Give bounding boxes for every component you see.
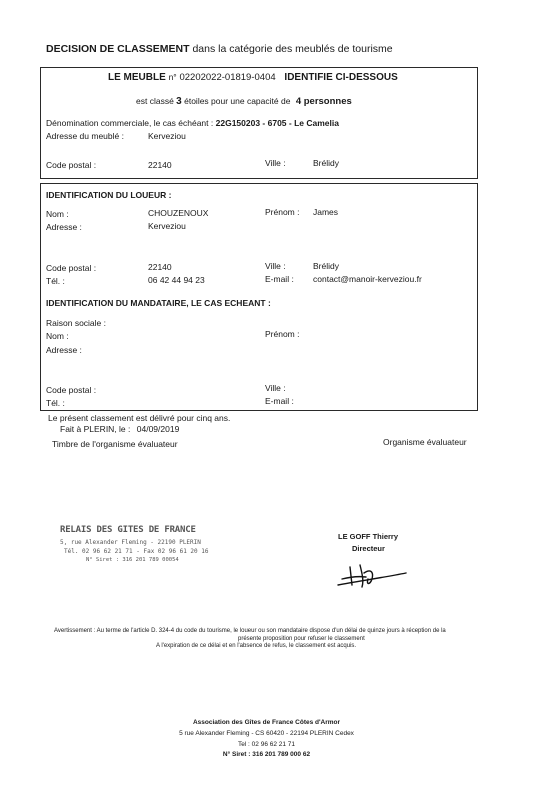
denomination-label: Dénomination commerciale, le cas échéant :	[46, 118, 214, 128]
document-title	[46, 43, 393, 55]
owner-tel-label: Tél. :	[46, 276, 65, 286]
number-prefix: n°	[168, 72, 177, 82]
warning-line-2: présente proposition pour refuser le classement	[238, 636, 365, 642]
agent-postal-label: Code postal :	[46, 385, 97, 395]
agent-email-label: E-mail :	[265, 396, 294, 406]
agent-name-label: Nom :	[46, 331, 69, 341]
city-label: Ville :	[265, 158, 286, 168]
address-value: Kerveziou	[148, 131, 186, 141]
furnished-number: 02202022-01819-0404	[179, 72, 276, 83]
footer-line-1: Association des Gîtes de France Côtes d'Armor	[192, 719, 341, 726]
owner-address-value: Kerveziou	[148, 221, 186, 231]
footer-line-3: Tel : 02 96 62 21 71	[237, 741, 296, 748]
class-text-a: est classé	[136, 96, 174, 106]
agent-company-label: Raison sociale :	[46, 318, 107, 328]
warning-line-1: Avertissement : Au terme de l'article D. 324-4 du code du tourisme, le loueur ou son mandataire dispose d'un délai de quinze jours à réception de la	[54, 628, 446, 634]
footer-line-2: 5 rue Alexander Fleming - CS 60420 - 22194 PLERIN Cedex	[179, 730, 354, 737]
stars-value: 3	[176, 96, 182, 107]
address-label: Adresse du meublé :	[46, 131, 124, 141]
owner-firstname-value: James	[313, 207, 339, 217]
org-label: Organisme évaluateur	[383, 437, 467, 447]
stamp-line-3: Tél. 02 96 62 21 71 - Fax 02 96 61 20 16	[64, 548, 209, 555]
owner-postal-value: 22140	[148, 262, 172, 272]
class-text-b: étoiles pour une capacité de	[184, 96, 291, 106]
agent-address-label: Adresse :	[46, 345, 82, 355]
owner-postal-label: Code postal :	[46, 263, 97, 273]
title-bold: DECISION DE CLASSEMENT	[46, 43, 190, 55]
agent-tel-label: Tél. :	[46, 398, 65, 408]
postal-value: 22140	[148, 160, 172, 170]
owner-address-label: Adresse :	[46, 222, 82, 232]
city-value: Brélidy	[313, 158, 339, 168]
owner-name-value: CHOUZENOUX	[148, 208, 209, 218]
done-at-label: Fait à PLERIN, le :	[60, 424, 131, 434]
owner-name-label: Nom :	[46, 209, 69, 219]
owner-tel-value: 06 42 44 94 23	[148, 275, 205, 285]
postal-label: Code postal :	[46, 160, 97, 170]
stamp-line-2: 5, rue Alexander Fleming - 22190 PLERIN	[60, 539, 201, 546]
owner-city-label: Ville :	[265, 261, 286, 271]
owner-email-value: contact@manoir-kerveziou.fr	[313, 274, 422, 284]
furnished-label: LE MEUBLE	[108, 72, 166, 83]
done-at-date: 04/09/2019	[136, 424, 180, 434]
agent-section-title: IDENTIFICATION DU MANDATAIRE, LE CAS ECHEANT :	[46, 298, 271, 308]
owner-city-value: Brélidy	[313, 261, 339, 271]
stamp-line-4: N° Siret : 316 201 789 00054	[86, 557, 179, 563]
owner-section-title: IDENTIFICATION DU LOUEUR :	[46, 190, 172, 200]
denomination-value: 22G150203 - 6705 - Le Camelia	[215, 118, 339, 128]
owner-firstname-label: Prénom :	[265, 207, 300, 217]
validity-text: Le présent classement est délivré pour cinq ans.	[48, 413, 231, 423]
stamp-label: Timbre de l'organisme évaluateur	[52, 439, 178, 449]
done-at-row	[60, 424, 179, 434]
owner-email-label: E-mail :	[265, 274, 294, 284]
denomination-row	[46, 118, 339, 128]
capacity-value: 4 personnes	[295, 96, 352, 107]
agent-city-label: Ville :	[265, 383, 286, 393]
warning-line-3: A l'expiration de ce délai et en l'absence de refus, le classement est acquis.	[156, 643, 357, 649]
furnished-heading	[108, 72, 398, 83]
footer-line-4: N° Siret : 316 201 789 000 62	[222, 751, 311, 758]
identification-box	[40, 183, 478, 411]
signature	[330, 555, 410, 595]
director-name: LE GOFF Thierry	[338, 532, 399, 541]
director-title: Directeur	[352, 544, 385, 553]
stamp-line-1: RELAIS DES GITES DE FRANCE	[60, 525, 196, 535]
agent-firstname-label: Prénom :	[265, 329, 300, 339]
title-rest: dans la catégorie des meublés de tourisme	[192, 43, 393, 55]
furnished-identify: IDENTIFIE CI-DESSOUS	[284, 72, 398, 83]
classification-line	[136, 96, 352, 107]
